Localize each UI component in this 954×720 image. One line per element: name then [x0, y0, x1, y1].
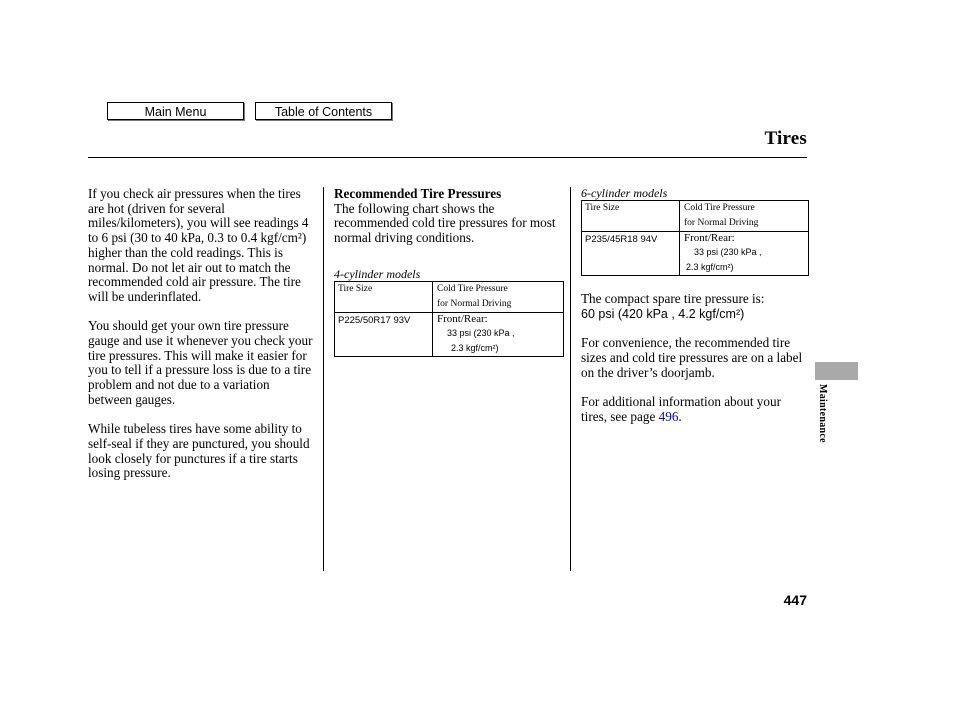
pressure-table-6cyl [581, 200, 809, 276]
middle-column [334, 187, 564, 357]
paragraph-own-gauge: You should get your own tire pressure gauge and use it whenever you check your tire pressures. This will make it easier for you to tell if a pressure loss is due to a tire problem and not due to a variation between gauges. [88, 318, 313, 407]
paragraph-more-info [581, 395, 809, 424]
section-heading: Recommended Tire Pressures [334, 186, 502, 201]
pressure-cell [433, 312, 564, 356]
page-496-link[interactable]: 496 [658, 408, 679, 424]
column-divider [570, 187, 571, 571]
table-row [335, 312, 564, 356]
header-line: Cold Tire Pressure [437, 283, 508, 294]
chart-intro: The following chart shows the recommended cold tire pressures for most normal driving conditions. [334, 200, 556, 246]
table-label-4cyl: 4-cylinder models [334, 266, 421, 281]
table-of-contents-button[interactable]: Table of Contents [255, 102, 392, 120]
paragraph-tubeless: While tubeless tires have some ability to self-seal if they are punctured, you should look closely for punctures if a tire starts losing pressure. [88, 421, 310, 481]
position-label: Front/Rear: [437, 312, 488, 325]
header-cold-pressure [433, 281, 564, 312]
header-line: for Normal Driving [684, 218, 759, 228]
title-divider [88, 157, 807, 158]
pressure-value: 33 psi (230 kPa , [447, 327, 515, 338]
position-label: Front/Rear: [684, 232, 735, 244]
tire-size-cell: P225/50R17 93V [335, 312, 433, 356]
main-menu-button[interactable]: Main Menu [107, 102, 244, 120]
header-tire-size: Tire Size [335, 281, 433, 312]
spare-pressure-text: The compact spare tire pressure is: [581, 291, 765, 306]
more-info-text: For additional information about your tires, see page [581, 393, 781, 424]
column-divider [323, 187, 324, 571]
table-header-row [335, 281, 564, 312]
section-side-label: Maintenance [817, 384, 828, 443]
page-number: 447 [783, 592, 807, 608]
pressure-value: 33 psi (230 kPa , [694, 247, 762, 257]
pressure-value: 2.3 kgf/cm²) [451, 342, 499, 353]
pressure-table-4cyl [334, 281, 564, 357]
tire-size-cell: P235/45R18 94V [582, 232, 680, 276]
header-cold-pressure [680, 201, 809, 232]
table-header-row [582, 201, 809, 232]
section-tab-marker [815, 362, 858, 380]
paragraph-hot-readings: If you check air pressures when the tires are hot (driven for several miles/kilometers), you will see readings 4 to 6 psi (30 to 40 kPa, 0.3 to 0.4 kgf/cm²) higher than the cold readings. This is normal. Do not let air out to match the recommended cold air pressure. The tire will be underinflated. [88, 186, 309, 304]
table-row [582, 232, 809, 276]
header-line: Cold Tire Pressure [684, 203, 755, 213]
left-column [88, 187, 316, 496]
pressure-cell [680, 232, 809, 276]
header-tire-size: Tire Size [582, 201, 680, 232]
header-line: for Normal Driving [437, 298, 512, 309]
paragraph-doorjamb-label: For convenience, the recommended tire sizes and cold tire pressures are on a label on the driver’s doorjamb. [581, 335, 803, 380]
pressure-value: 2.3 kgf/cm²) [686, 262, 734, 272]
page-title: Tires [764, 128, 807, 149]
sentence-period: . [678, 408, 682, 424]
table-label-6cyl: 6-cylinder models [581, 186, 668, 200]
right-column [581, 187, 809, 439]
spare-pressure-value: 60 psi (420 kPa , 4.2 kgf/cm²) [581, 306, 745, 321]
